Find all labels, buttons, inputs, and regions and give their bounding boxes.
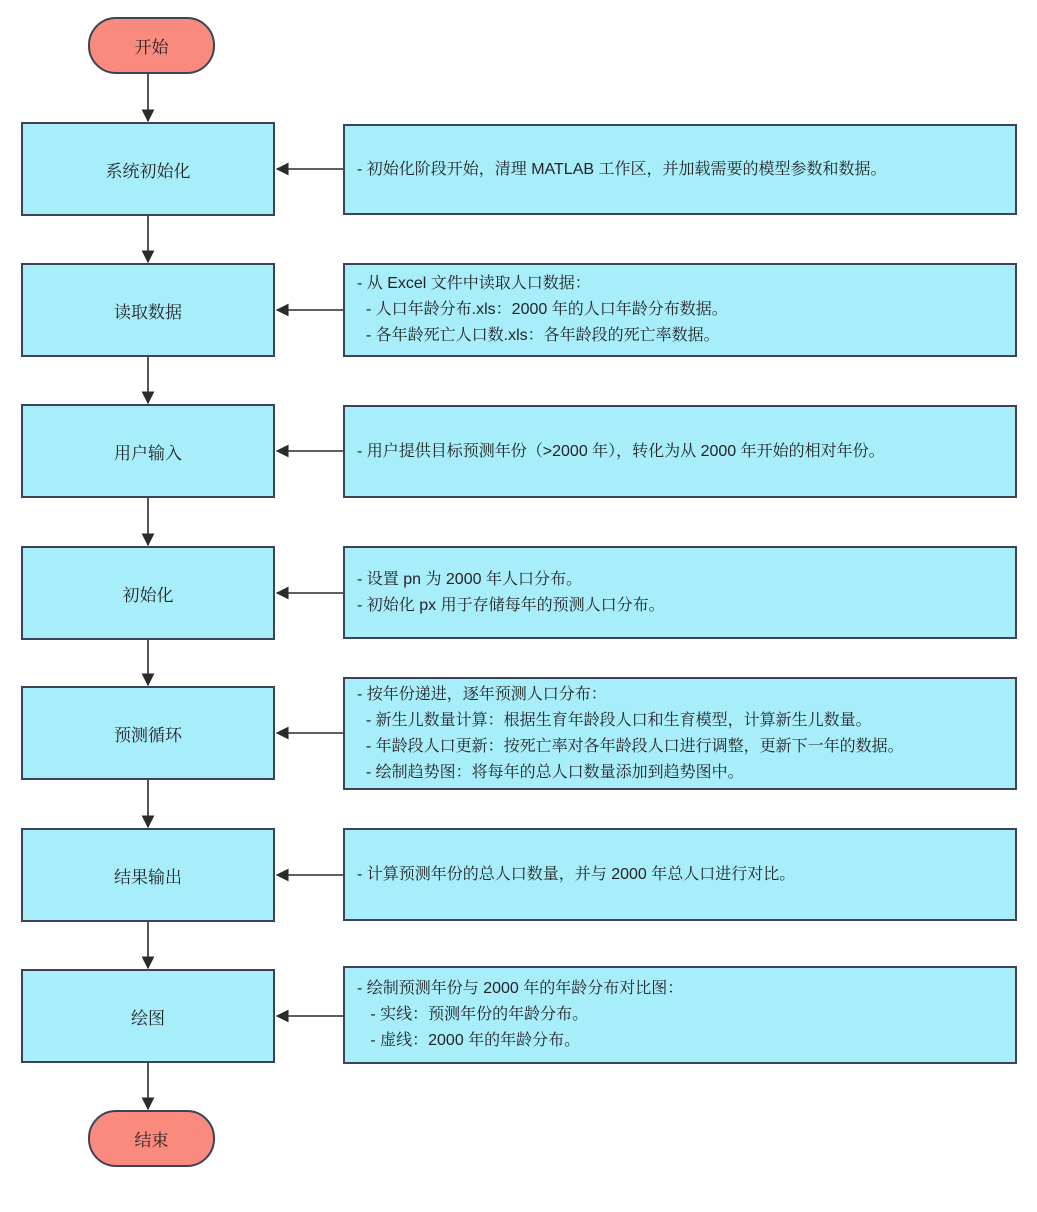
process-box-result-output: [21, 828, 275, 922]
note-line: - 计算预测年份的总人口数量，并与 2000 年总人口进行对比。: [357, 865, 796, 883]
end-label: 结束: [134, 1131, 169, 1150]
note-line: - 各年龄死亡人口数.xls：各年龄段的死亡率数据。: [357, 327, 720, 344]
process-label: 结果输出: [114, 867, 182, 887]
note-box-init: [343, 546, 1017, 639]
note-line: - 从 Excel 文件中读取人口数据：: [357, 275, 591, 292]
note-line: - 初始化阶段开始，清理 MATLAB 工作区，并加载需要的模型参数和数据。: [357, 160, 887, 178]
start-label: 开始: [134, 38, 169, 57]
note-line: - 设置 pn 为 2000 年人口分布。: [357, 570, 582, 588]
note-box-result-output: [343, 828, 1017, 921]
note-box-user-input: [343, 405, 1017, 498]
note-line: - 用户提供目标预测年份（>2000 年），转化为从 2000 年开始的相对年份。: [357, 442, 885, 460]
note-line: - 新生儿数量计算：根据生育年龄段人口和生育模型，计算新生儿数量。: [357, 711, 872, 729]
process-label: 绘图: [131, 1008, 165, 1028]
process-box-read-data: [21, 263, 275, 357]
note-line: - 按年份递进，逐年预测人口分布：: [357, 685, 607, 703]
note-line: - 绘制趋势图：将每年的总人口数量添加到趋势图中。: [357, 763, 744, 781]
note-line: - 初始化 px 用于存储每年的预测人口分布。: [357, 596, 665, 614]
process-label: 用户输入: [114, 443, 182, 463]
process-box-system-init: [21, 122, 275, 216]
process-label: 预测循环: [114, 725, 182, 745]
end-node: [88, 1110, 215, 1167]
process-label: 初始化: [122, 585, 174, 605]
process-box-user-input: [21, 404, 275, 498]
process-box-init: [21, 546, 275, 640]
note-line: - 虚线：2000 年的年龄分布。: [357, 1032, 581, 1049]
note-line: - 年龄段人口更新：按死亡率对各年龄段人口进行调整，更新下一年的数据。: [357, 737, 904, 755]
note-line: - 绘制预测年份与 2000 年的年龄分布对比图：: [357, 980, 684, 997]
note-box-plot: [343, 966, 1017, 1064]
process-box-predict-loop: [21, 686, 275, 780]
process-label: 读取数据: [114, 302, 182, 322]
start-node: [88, 17, 215, 74]
process-box-plot: [21, 969, 275, 1063]
note-line: - 人口年龄分布.xls：2000 年的人口年龄分布数据。: [357, 301, 728, 318]
note-box-system-init: [343, 124, 1017, 215]
note-box-read-data: [343, 263, 1017, 357]
process-label: 系统初始化: [105, 161, 191, 181]
note-box-predict-loop: [343, 677, 1017, 790]
note-line: - 实线：预测年份的年龄分布。: [357, 1006, 589, 1023]
